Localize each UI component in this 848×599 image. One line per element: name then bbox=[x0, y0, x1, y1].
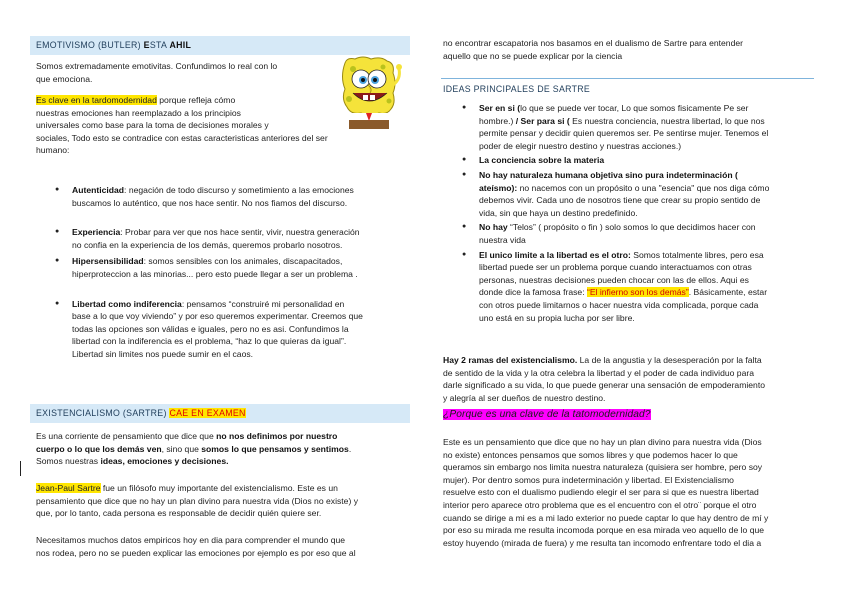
continuation-text: no encontrar escapatoria nos basamos en el dualismo de Sartre para entender aquello que no se puede explicar por la ciencia bbox=[443, 38, 744, 61]
existencialismo-heading: EXISTENCIALISMO (SARTRE) CAE EN EXAMEN bbox=[30, 404, 410, 423]
ramas-paragraph: Hay 2 ramas del existencialismo. La de la angustia y la desesperación por la falta de sentido de la vida y la otra celebra la libertad y el poder de cada individuo para darle significado a su vida, lo que puede generar una sensación de empoderamiento y alegría al ser dueños de nuestro destino. bbox=[443, 355, 766, 403]
emotivismo-list bbox=[72, 184, 412, 361]
list-item: ● Autenticidad: negación de todo discurso y sometimiento a las emociones buscamos lo auténtico, que nos hace sentir. No nos fiamos del discurso. bbox=[72, 184, 412, 209]
existencialismo-p3: Necesitamos muchos datos empiricos hoy en dia para comprender el mundo que nos rodea, pero no se pueden explicar las emociones por ejemplo es por eso que al bbox=[36, 535, 356, 558]
section-divider bbox=[441, 78, 814, 79]
list-item: ● La conciencia sobre la materia bbox=[479, 154, 814, 167]
ideas-heading: IDEAS PRINCIPALES DE SARTRE bbox=[443, 84, 591, 94]
list-item: ● No hay naturaleza humana objetiva sino pura indeterminación ( ateísmo): no nacemos con un propósito o una "esencia" que nos diga cómo debemos vivir. Cada uno de nosotros tiene que crear su propio sentido de vida, sin que haya un destino predefinido. bbox=[479, 169, 814, 219]
emotivismo-clave: Es clave en la tardomodernidad porque refleja cómo nuestras emociones han reemplazado a los principios universales como base para la toma de decisiones morales y sociales, Todo esto se contradice con estas caracteristicas anteriores del ser humano: bbox=[36, 95, 328, 156]
sponge-character-image bbox=[335, 55, 403, 135]
list-item: ● No hay “Telos” ( propósito o fin ) solo somos lo que decidimos hacer con nuestra vida bbox=[479, 221, 814, 246]
emotivismo-heading: EMOTIVISMO (BUTLER) ESTA AHIL bbox=[30, 36, 410, 55]
text-cursor bbox=[20, 461, 21, 476]
list-item: ● Libertad como indiferencia: pensamos “construiré mi personalidad en base a lo que voy viviendo” y por eso queremos experimentar. Creemos que todas las opciones son válidas e iguales, pero no es asi. Confundimos la libertad con la indiferencia es el problema, “haz lo que quieras da igual”. Libertad sin limites nos puede sumir en el caos. bbox=[72, 298, 412, 361]
list-item: ● Experiencia: Probar para ver que nos hace sentir, vivir, nuestra generación no confia en la experiencia de los demás, queremos probarlo nosotros. bbox=[72, 226, 412, 251]
list-item: ● Ser en si (lo que se puede ver tocar, Lo que somos fisicamente Pe ser hombre.) / Ser para si ( Es nuestra conciencia, nuestra libertad, lo que nos permite pensar y decidir quien queremos ser. Pe sentirse mujer. Tenemos el poder de elegir nuestro destino y nuestras acciones.) bbox=[479, 102, 814, 152]
list-item: ● Hipersensibilidad: somos sensibles con los animales, discapacitados, hiperproteccion a las minorias... pero esto puede llegar a ser un problema . bbox=[72, 255, 412, 280]
existencialismo-p2: Jean-Paul Sartre fue un filósofo muy importante del existencialismo. Este es un pensamiento que dice que no hay un plan divino para nuestra vida (Dios no existe) y que, por lo tanto, cada persona es responsable de decidir quién quiere ser. bbox=[36, 483, 358, 519]
ideas-list bbox=[479, 102, 814, 324]
list-item: ● El unico limite a la libertad es el otro: Somos totalmente libres, pero esa libertad puede ser un problema porque cuando interactuamos con otras personas, nuestras decisiones pueden chocar con las de ellos. Aqui es donde dice la famosa frase: “El infierno son los demás”. Básicamente, estar con otros puede limitarnos o hacer nuestra vida complicada, porque cada uno está en su propia lucha por ser libre. bbox=[479, 249, 814, 325]
final-paragraph: Este es un pensamiento que dice que no hay un plan divino para nuestra vida (Dios no existe) entonces pensamos que somos libres y que podemos hacer lo que queramos sin embargo nos limita nuestra naturaleza (quisiera ser hombre, pero soy mujer). Por dentro somos pura indeterminación y libertad. El Existencialismo resuelve esto con el dualismo pudiendo elegir el ser para si que es nuestra libertad interior pero aparece otro problema que es el encuentro con el otro¨ porque el otro cuando se dirige a mi es a mi lado exterior no puede captar lo que hay dentro de mí y por eso su mirada me resulta incomoda porque en esa mirada veo aquello de lo que estoy huyendo (mirada de fuera) y me resulta tan incomodo enfrentare todo el dia a bbox=[443, 437, 769, 548]
emotivismo-intro: Somos extremadamente emotivitas. Confundimos lo real con lo que emociona. bbox=[36, 61, 278, 84]
question-heading: ¿Porque es una clave de la tatomodernidad? bbox=[443, 409, 651, 420]
existencialismo-p1: Es una corriente de pensamiento que dice que no nos definimos por nuestro cuerpo o lo que los demás ven, sino que somos lo que pensamos y sentimos. Somos nuestras ideas, emociones y decisiones. bbox=[36, 431, 352, 467]
